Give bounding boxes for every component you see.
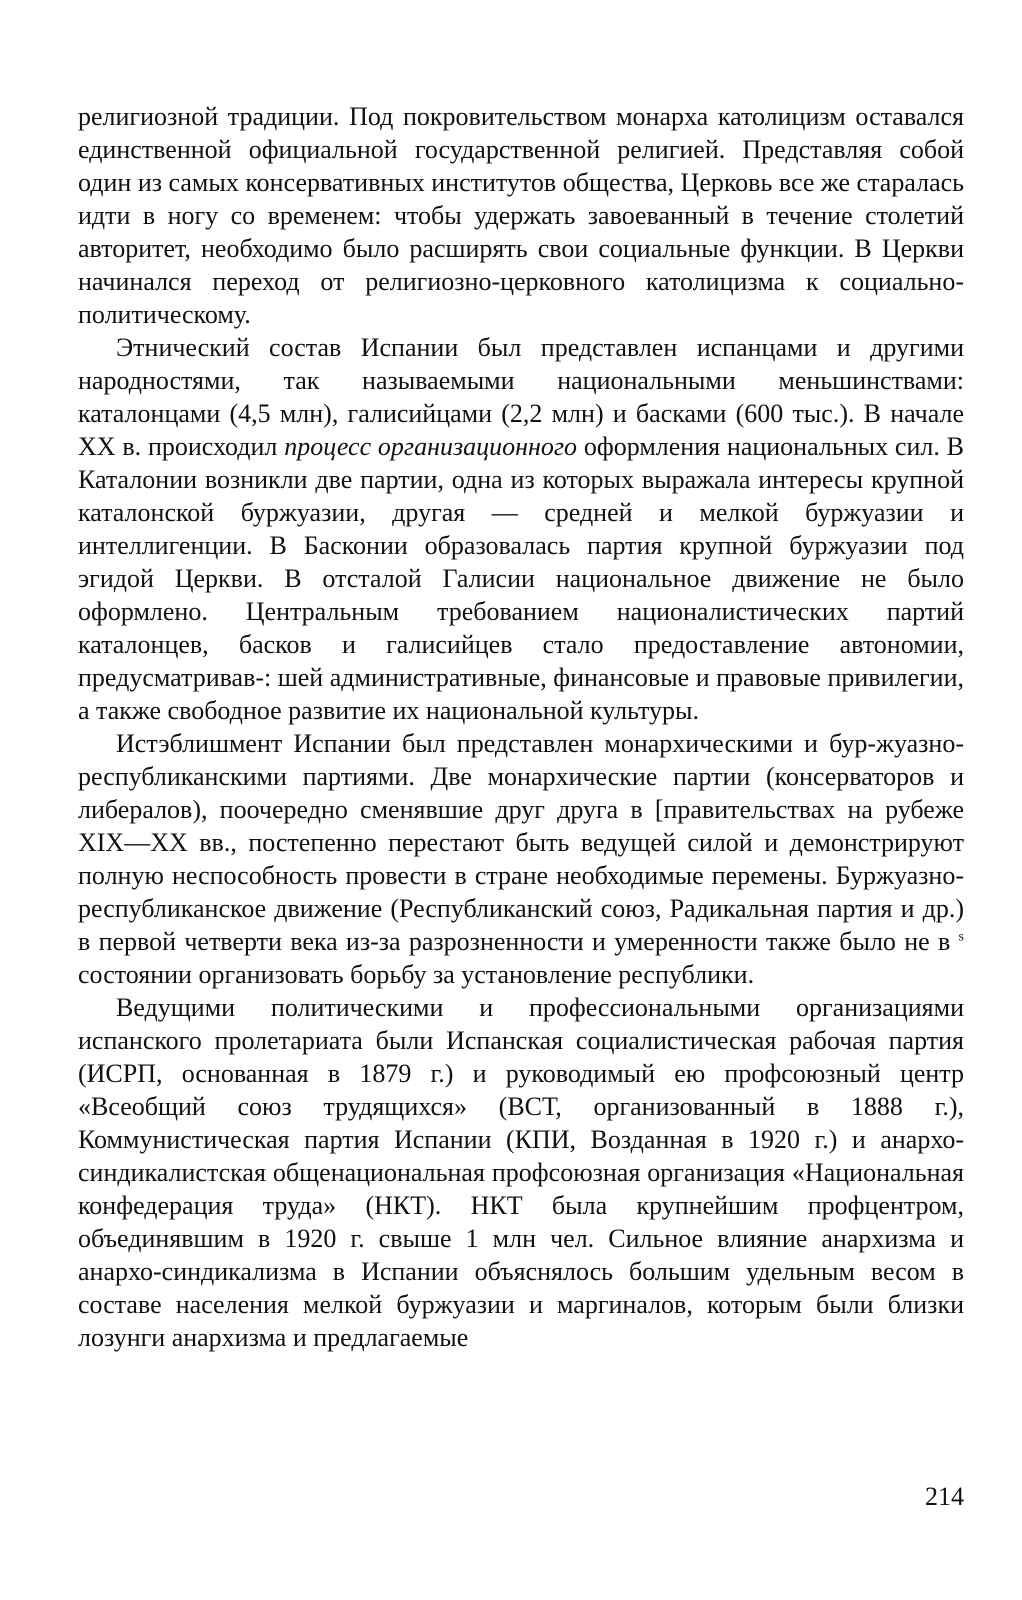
page-body [78,100,964,1354]
paragraph-4 [78,991,964,1354]
page-number: 214 [925,1482,964,1511]
paragraph-2-text-a: Этнический состав Испании был представлен испанцами и другими народностями, так называемыми национальными меньшинствами: каталонцами (4,5 млн), галисийцами (2,2 млн) и басками (600 тыс.). В начале XX в. происходил [78,333,964,461]
paragraph-2-italic-phrase: процесс организационного [284,432,578,461]
paragraph-2-text-b: оформления национальных сил. В Каталонии возникли две партии, одна из которых выражала интересы крупной каталонской буржуазии, другая — средней и мелкой буржуазии и интеллигенции. В Басконии образовалась партия крупной буржуазии под эгидой Церкви. В отсталой Галисии национальное движение не было оформлено. Центральным требованием националистических партий каталонцев, басков и галисийцев стало предоставление автономии, предусматривав-: шей административные, финансовые и правовые привилегии, а также свободное развитие их национальной культуры. [78,432,964,725]
paragraph-3-text-b: состоянии организовать борьбу за установление республики. [78,960,755,989]
paragraph-3 [78,727,964,991]
paragraph-4-text: Ведущими политическими и профессиональными организациями испанского пролетариата были Испанская социалистическая рабочая партия (ИСРП, основанная в 1879 г.) и руководимый ею профсоюзный центр «Всеобщий союз трудящихся» (ВСТ, организованный в 1888 г.), Коммунистическая партия Испании (КПИ, Возданная в 1920 г.) и анархо-синдикалистская общенациональная профсоюзная организация «Национальная конфедерация труда» (НКТ). НКТ была крупнейшим профцентром, объединявшим в 1920 г. свыше 1 млн чел. Сильное влияние анархизма и анархо-синдикализма в Испании объяснялось большим удельным весом в составе населения мелкой буржуазии и маргиналов, которым были близки лозунги анархизма и предлагаемые [78,993,964,1352]
paragraph-2 [78,331,964,727]
stray-superscript-mark: s [958,929,964,945]
paragraph-1 [78,100,964,331]
paragraph-3-text-a: Истэблишмент Испании был представлен монархическими и бур-жуазно-республиканскими партиями. Две монархические партии (консерваторов и либералов), поочередно сменявшие друг друга в [правительствах на рубеже XIX—XX вв., постепенно перестают быть ведущей силой и демонстрируют полную неспособность провести в стране необходимые перемены. Буржуазно-республиканское движение (Республиканский союз, Радикальная партия и др.) в первой четверти века из-за разрозненности и умеренности также было не в [78,729,964,956]
paragraph-1-text: религиозной традиции. Под покровительством монарха католицизм оставался единственной официальной государственной религией. Представляя собой один из самых консервативных институтов общества, Церковь все же старалась идти в ногу со временем: чтобы удержать завоеванный в течение столетий авторитет, необходимо было расширять свои социальные функции. В Церкви начинался переход от религиозно-церковного католицизма к социально-политическому. [78,102,964,329]
